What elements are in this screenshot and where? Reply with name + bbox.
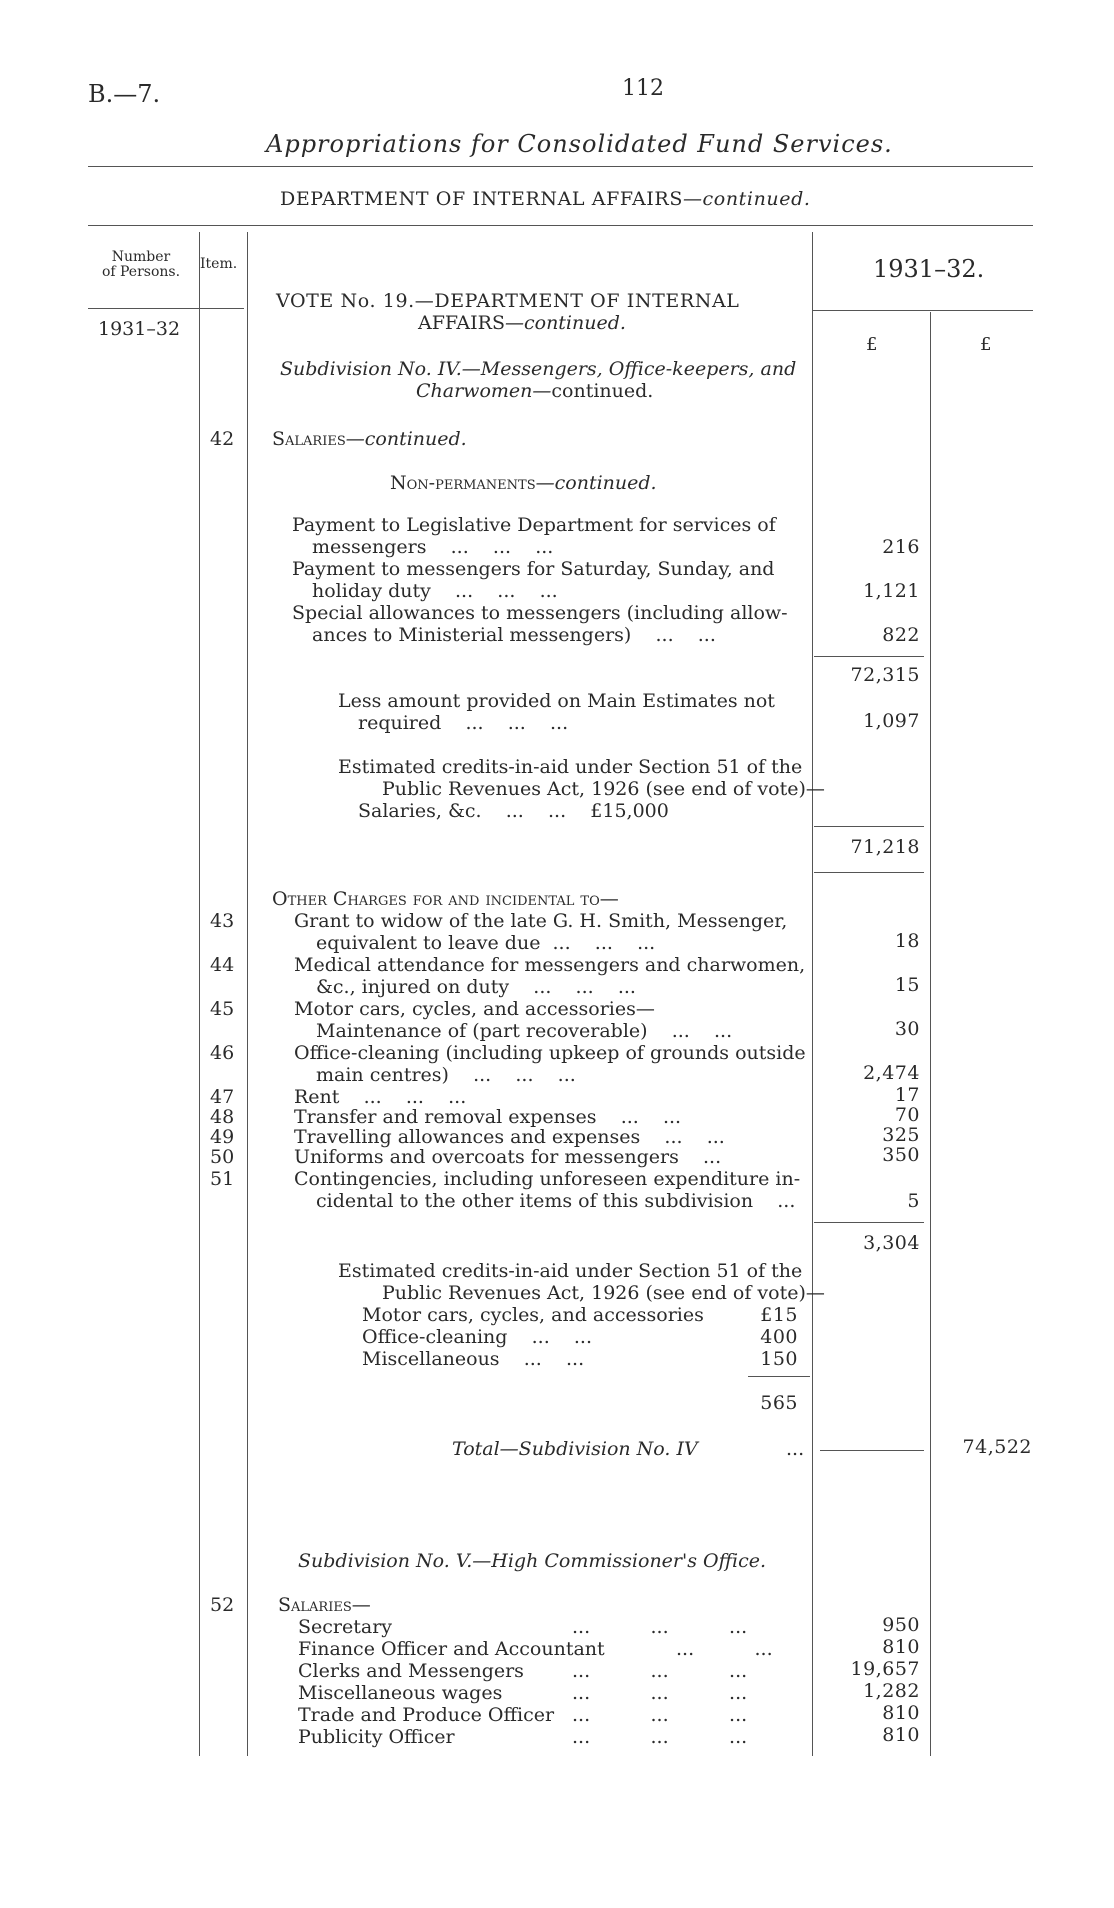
department-name: DEPARTMENT OF INTERNAL AFFAIRS <box>280 188 683 210</box>
other-charges-total-rule <box>814 1222 924 1223</box>
col-item: Item. <box>200 256 238 272</box>
sub5-row-5-amount: 810 <box>882 1702 920 1724</box>
charge-45-line2: Maintenance of (part recoverable) ... ... <box>316 1020 733 1042</box>
salaries-credits-line3: Salaries, &c. ... ... £15,000 <box>358 800 669 822</box>
other-charges-heading: Other Charges for and incidental to— <box>272 888 619 910</box>
sub5-row-6-label: Publicity Officer <box>298 1726 455 1748</box>
salary-row-1-line1: Payment to Legislative Department for services of <box>292 514 776 536</box>
vote-heading-cont <box>418 312 626 334</box>
department-heading <box>280 188 811 210</box>
charge-43-line1: Grant to widow of the late G. H. Smith, Messenger, <box>294 910 788 932</box>
charge-43-amount: 18 <box>894 930 920 952</box>
charge-47-amount: 17 <box>894 1084 920 1106</box>
charge-47-line1: Rent ... ... ... <box>294 1086 467 1108</box>
charge-51-amount: 5 <box>907 1190 920 1212</box>
table-top-rule <box>88 225 1033 226</box>
sub5-row-3-dots: ... ... ... <box>572 1660 748 1682</box>
item-48: 48 <box>210 1106 235 1128</box>
salaries-net-total: 71,218 <box>850 836 920 858</box>
credit-row-2-label: Office-cleaning ... ... <box>362 1326 593 1348</box>
charge-43-line2: equivalent to leave due ... ... ... <box>316 932 656 954</box>
charge-49-amount: 325 <box>882 1124 920 1146</box>
item-51: 51 <box>210 1168 235 1190</box>
vote-heading: VOTE No. 19.—DEPARTMENT OF INTERNAL <box>276 290 740 312</box>
sub5-row-1-amount: 950 <box>882 1614 920 1636</box>
salary-row-3-line2: ances to Ministerial messengers) ... ... <box>312 624 716 646</box>
charge-45-amount: 30 <box>894 1018 920 1040</box>
subdivision-iv-charwomen: Charwomen— <box>416 380 552 402</box>
total-subdivision-iv-label: Total—Subdivision No. IV <box>452 1438 698 1460</box>
item-45: 45 <box>210 998 235 1020</box>
sub5-row-5-label: Trade and Produce Officer <box>298 1704 555 1726</box>
charge-50-amount: 350 <box>882 1144 920 1166</box>
col-year: 1931–32. <box>873 255 985 283</box>
less-amount-value: 1,097 <box>863 710 920 732</box>
rule-item-right <box>247 232 248 1756</box>
sub5-row-4-label: Miscellaneous wages <box>298 1682 503 1704</box>
subdivision-v-heading: Subdivision No. V.—High Commissioner's Office. <box>298 1550 767 1572</box>
page-number: 112 <box>622 76 664 101</box>
salaries-net-rule-bottom <box>814 872 924 873</box>
salaries-net-rule-top <box>814 826 924 827</box>
charge-46-amount: 2,474 <box>863 1062 920 1084</box>
salaries-label: Salaries <box>272 428 346 450</box>
sub5-row-2-label: Finance Officer and Accountant <box>298 1638 605 1660</box>
charge-48-line1: Transfer and removal expenses ... ... <box>294 1106 682 1128</box>
pound-sign-col2: £ <box>980 334 992 355</box>
salaries-heading <box>272 428 467 450</box>
salary-row-2-amount: 1,121 <box>863 580 920 602</box>
credit-row-1-amount: £15 <box>760 1304 798 1326</box>
col-number-of-persons: Number of Persons. <box>101 249 181 280</box>
charge-45-line1: Motor cars, cycles, and accessories— <box>294 998 655 1020</box>
non-permanents-label: Non-permanents <box>390 472 536 494</box>
salary-row-3-line1: Special allowances to messengers (including allow- <box>292 602 788 624</box>
salaries-subtotal: 72,315 <box>850 664 920 686</box>
item-49: 49 <box>210 1126 235 1148</box>
item-44: 44 <box>210 954 235 976</box>
page-title: Appropriations for Consolidated Fund Services. <box>266 130 893 158</box>
sub5-row-3-amount: 19,657 <box>850 1658 920 1680</box>
salaries-credits-line1: Estimated credits-in-aid under Section 51 of the <box>338 756 803 778</box>
subdivision-iv-continued: continued. <box>551 380 654 402</box>
sub5-row-3-label: Clerks and Messengers <box>298 1660 524 1682</box>
subdivision-v-salaries: Salaries— <box>278 1594 371 1616</box>
salaries-credits-line2: Public Revenues Act, 1926 (see end of vote)— <box>382 778 825 800</box>
item-52: 52 <box>210 1594 235 1616</box>
salary-row-2-line1: Payment to messengers for Saturday, Sunday, and <box>292 558 775 580</box>
sub5-row-6-dots: ... ... ... <box>572 1726 748 1748</box>
salaries-subtotal-rule <box>814 656 924 657</box>
non-permanents-continued: —continued. <box>535 472 657 494</box>
other-credits-line2: Public Revenues Act, 1926 (see end of vote)— <box>382 1282 825 1304</box>
vote-continued: —continued. <box>504 312 626 334</box>
item-46: 46 <box>210 1042 235 1064</box>
rule-persons-right <box>199 232 200 1756</box>
total-subdivision-iv-amount: 74,522 <box>962 1436 1032 1458</box>
non-permanents-heading <box>390 472 657 494</box>
total-subdivision-iv-rule <box>820 1450 924 1451</box>
page-ref: B.—7. <box>88 80 161 108</box>
other-charges-total: 3,304 <box>863 1232 920 1254</box>
charge-44-line2: &c., injured on duty ... ... ... <box>316 976 636 998</box>
sub5-row-6-amount: 810 <box>882 1724 920 1746</box>
rule-amount-mid <box>930 312 931 1756</box>
subdivision-iv-heading-cont <box>416 380 653 402</box>
charge-49-line1: Travelling allowances and expenses ... ... <box>294 1126 725 1148</box>
item-50: 50 <box>210 1146 235 1168</box>
sub5-row-2-amount: 810 <box>882 1636 920 1658</box>
less-amount-line2: required ... ... ... <box>358 712 569 734</box>
salary-row-2-line2: holiday duty ... ... ... <box>312 580 558 602</box>
salaries-continued: —continued. <box>345 428 467 450</box>
vote-affairs: AFFAIRS <box>418 312 505 334</box>
item-42: 42 <box>210 428 235 450</box>
charge-44-line1: Medical attendance for messengers and charwomen, <box>294 954 806 976</box>
persons-year: 1931–32 <box>98 318 181 340</box>
credit-row-1-label: Motor cars, cycles, and accessories <box>362 1304 704 1326</box>
charge-50-line1: Uniforms and overcoats for messengers ... <box>294 1146 722 1168</box>
charge-51-line2: cidental to the other items of this subdivision ... <box>316 1190 796 1212</box>
sub5-row-1-dots: ... ... ... <box>572 1616 748 1638</box>
credit-row-3-amount: 150 <box>760 1348 798 1370</box>
less-amount-line1: Less amount provided on Main Estimates not <box>338 690 775 712</box>
item-47: 47 <box>210 1086 235 1108</box>
other-credits-line1: Estimated credits-in-aid under Section 51 of the <box>338 1260 803 1282</box>
salary-row-1-line2: messengers ... ... ... <box>312 536 554 558</box>
charge-48-amount: 70 <box>894 1104 920 1126</box>
credit-row-3-label: Miscellaneous ... ... <box>362 1348 585 1370</box>
salary-row-1-amount: 216 <box>882 536 920 558</box>
credits-total-rule <box>748 1376 810 1377</box>
sub5-row-5-dots: ... ... ... <box>572 1704 748 1726</box>
charge-51-line1: Contingencies, including unforeseen expenditure in- <box>294 1168 801 1190</box>
total-subdivision-iv-dots: ... <box>786 1438 805 1460</box>
sub5-row-1-label: Secretary <box>298 1616 393 1638</box>
sub5-row-2-dots: ... ... <box>676 1638 773 1660</box>
title-rule <box>88 166 1033 167</box>
persons-header-rule <box>88 308 244 309</box>
sub5-row-4-dots: ... ... ... <box>572 1682 748 1704</box>
department-continued: —continued. <box>682 188 811 210</box>
pound-sign-col1: £ <box>866 334 878 355</box>
item-43: 43 <box>210 910 235 932</box>
charge-46-line1: Office-cleaning (including upkeep of grounds outside <box>294 1042 806 1064</box>
credit-row-2-amount: 400 <box>760 1326 798 1348</box>
year-header-rule <box>812 310 1033 311</box>
salary-row-3-amount: 822 <box>882 624 920 646</box>
sub5-row-4-amount: 1,282 <box>863 1680 920 1702</box>
subdivision-iv-heading: Subdivision No. IV.—Messengers, Office-keepers, and <box>280 358 797 380</box>
credits-total: 565 <box>760 1392 798 1414</box>
charge-46-line2: main centres) ... ... ... <box>316 1064 576 1086</box>
charge-44-amount: 15 <box>894 974 920 996</box>
